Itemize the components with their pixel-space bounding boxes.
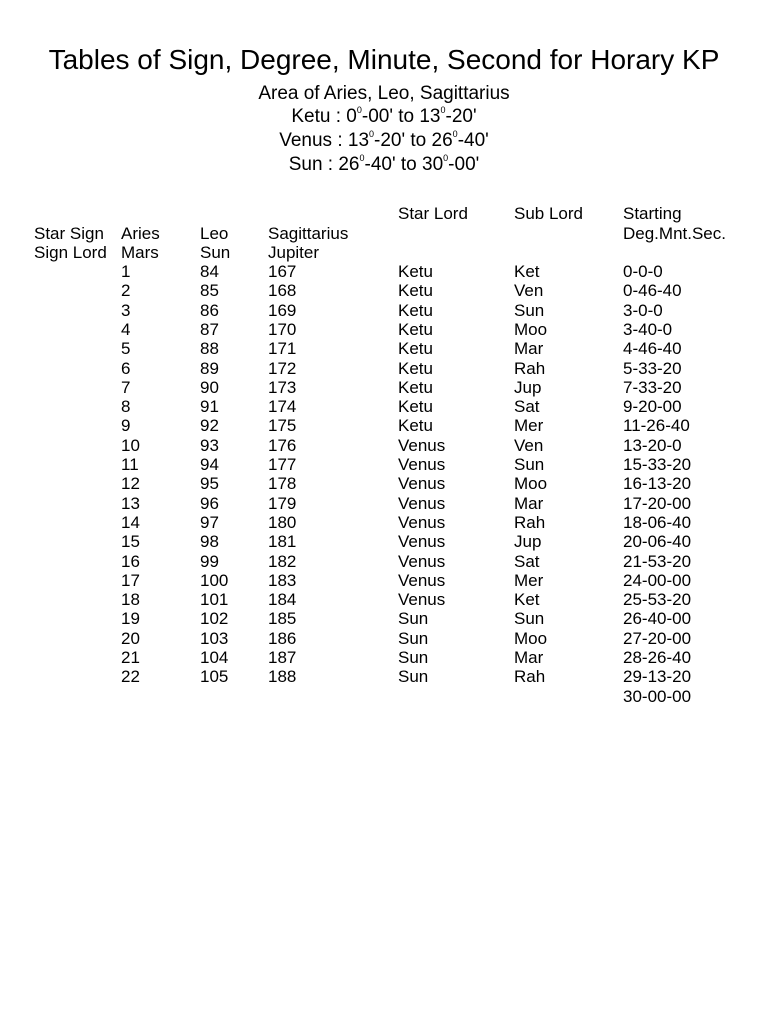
starting-degree-cell: 21-53-20 [623, 551, 692, 571]
table-row [0, 262, 768, 281]
aries-cell: 2 [121, 281, 131, 301]
sagittarius-cell: 183 [268, 570, 297, 590]
starting-degree-cell: 13-20-0 [623, 435, 682, 455]
sagittarius-cell: 182 [268, 551, 297, 571]
table-row [0, 378, 768, 397]
aries-cell: 5 [121, 339, 131, 359]
sub-lord-cell: Sun [514, 455, 545, 474]
starting-degree-cell: 20-06-40 [623, 532, 692, 552]
star-lord-cell: Sun [398, 667, 429, 687]
aries-cell: 21 [121, 648, 140, 667]
sub-lord-cell: Ven [514, 281, 544, 301]
starting-degree-cell: 15-33-20 [623, 455, 692, 474]
starting-degree-cell: 5-33-20 [623, 358, 682, 378]
header-aries: Aries [121, 224, 160, 243]
leo-cell: 85 [200, 281, 219, 301]
star-lord-cell: Sun [398, 609, 429, 629]
header-sun: Sun [200, 243, 231, 262]
sub-lord-cell: Moo [514, 319, 548, 339]
header-mars: Mars [121, 243, 159, 262]
sub-lord-cell: Mer [514, 570, 544, 590]
star-lord-cell: Venus [398, 570, 446, 590]
leo-cell: 103 [200, 628, 229, 648]
aries-cell: 13 [121, 493, 140, 513]
starting-degree-cell: 28-26-40 [623, 648, 692, 667]
starting-degree-cell: 7-33-20 [623, 377, 682, 397]
leo-cell: 88 [200, 339, 219, 359]
aries-cell: 7 [121, 377, 131, 397]
aries-cell: 8 [121, 397, 131, 417]
final-degree: 30-00-00 [623, 686, 692, 706]
header-star-sign: Star Sign [34, 224, 104, 243]
table-row [0, 513, 768, 532]
starting-degree-cell: 0-0-0 [623, 262, 663, 281]
leo-cell: 105 [200, 667, 229, 687]
sagittarius-cell: 180 [268, 512, 297, 532]
leo-cell: 84 [200, 262, 219, 281]
sub-lord-cell: Mar [514, 493, 544, 513]
starting-degree-cell: 11-26-40 [623, 416, 690, 436]
table-row [0, 648, 768, 667]
leo-cell: 89 [200, 358, 219, 378]
leo-cell: 86 [200, 300, 219, 320]
sagittarius-cell: 174 [268, 397, 297, 417]
sagittarius-cell: 168 [268, 281, 297, 301]
star-lord-cell: Ketu [398, 300, 433, 320]
sagittarius-cell: 167 [268, 262, 297, 281]
sub-lord-cell: Moo [514, 474, 548, 494]
table-row [0, 455, 768, 474]
aries-cell: 12 [121, 474, 140, 494]
aries-cell: 19 [121, 609, 140, 629]
sagittarius-cell: 171 [268, 339, 297, 359]
leo-cell: 91 [200, 397, 219, 417]
subtitle-ketu-range: Ketu : $0^0-00'$ to $13^0-20'$ [291, 105, 477, 127]
starting-degree-cell: 26-40-00 [623, 609, 692, 629]
aries-cell: 14 [121, 512, 140, 532]
table-row [0, 281, 768, 300]
star-lord-cell: Ketu [398, 377, 433, 397]
aries-cell: 9 [121, 416, 131, 436]
subtitle-area: Area of Aries, Leo, Sagittarius [258, 83, 510, 104]
sub-lord-cell: Mer [514, 416, 544, 436]
star-lord-cell: Ketu [398, 262, 433, 281]
sagittarius-cell: 178 [268, 474, 297, 494]
table-row [0, 629, 768, 648]
leo-cell: 95 [200, 474, 219, 494]
aries-cell: 15 [121, 532, 140, 552]
table-row [0, 416, 768, 435]
table-row [0, 320, 768, 339]
aries-cell: 11 [121, 455, 139, 474]
starting-degree-cell: 17-20-00 [623, 493, 692, 513]
leo-cell: 96 [200, 493, 219, 513]
aries-cell: 3 [121, 300, 131, 320]
star-lord-cell: Venus [398, 590, 446, 610]
table-row [0, 590, 768, 609]
leo-cell: 104 [200, 648, 229, 667]
aries-cell: 16 [121, 551, 140, 571]
aries-cell: 10 [121, 435, 140, 455]
header-sagittarius: Sagittarius [268, 224, 349, 243]
starting-degree-cell: 24-00-00 [623, 570, 692, 590]
sagittarius-cell: 176 [268, 435, 297, 455]
leo-cell: 100 [200, 570, 229, 590]
sagittarius-cell: 173 [268, 377, 297, 397]
leo-cell: 94 [200, 455, 219, 474]
leo-cell: 98 [200, 532, 219, 552]
table-row [0, 436, 768, 455]
header-deg-mnt-sec: Deg.Mnt.Sec. [623, 224, 726, 243]
starting-degree-cell: 9-20-00 [623, 397, 682, 417]
table-row [0, 494, 768, 513]
leo-cell: 101 [200, 590, 229, 610]
table-row [0, 571, 768, 590]
leo-cell: 97 [200, 512, 219, 532]
sub-lord-cell: Jup [514, 532, 542, 552]
sagittarius-cell: 169 [268, 300, 297, 320]
sub-lord-cell: Mar [514, 339, 544, 359]
header-star-lord: Star Lord [398, 204, 468, 223]
sub-lord-cell: Sun [514, 300, 545, 320]
table-row [0, 667, 768, 686]
starting-degree-cell: 16-13-20 [623, 474, 692, 494]
starting-degree-cell: 25-53-20 [623, 590, 692, 610]
sub-lord-cell: Mar [514, 648, 544, 667]
star-lord-cell: Venus [398, 474, 446, 494]
sagittarius-cell: 185 [268, 609, 297, 629]
table-row [0, 359, 768, 378]
sub-lord-cell: Ket [514, 590, 540, 610]
sagittarius-cell: 188 [268, 667, 297, 687]
leo-cell: 93 [200, 435, 219, 455]
sagittarius-cell: 170 [268, 319, 297, 339]
table-row [0, 397, 768, 416]
sub-lord-cell: Rah [514, 667, 546, 687]
leo-cell: 102 [200, 609, 229, 629]
header-starting: Starting [623, 204, 682, 223]
table-row [0, 339, 768, 358]
star-lord-cell: Ketu [398, 416, 433, 436]
aries-cell: 18 [121, 590, 140, 610]
header-sign-lord: Sign Lord [34, 243, 107, 262]
starting-degree-cell: 18-06-40 [623, 512, 692, 532]
star-lord-cell: Venus [398, 512, 446, 532]
header-sub-lord: Sub Lord [514, 204, 583, 223]
table-row [0, 552, 768, 571]
sub-lord-cell: Jup [514, 377, 542, 397]
star-lord-cell: Sun [398, 648, 429, 667]
table-row [0, 532, 768, 551]
sagittarius-cell: 175 [268, 416, 297, 436]
star-lord-cell: Ketu [398, 358, 433, 378]
sagittarius-cell: 179 [268, 493, 297, 513]
star-lord-cell: Ketu [398, 281, 433, 301]
star-lord-cell: Sun [398, 628, 429, 648]
sagittarius-cell: 172 [268, 358, 297, 378]
star-lord-cell: Ketu [398, 339, 433, 359]
star-lord-cell: Ketu [398, 319, 433, 339]
aries-cell: 17 [121, 570, 140, 590]
starting-degree-cell: 4-46-40 [623, 339, 682, 359]
sub-lord-cell: Sat [514, 397, 540, 417]
leo-cell: 87 [200, 319, 219, 339]
header-leo: Leo [200, 224, 229, 243]
star-lord-cell: Venus [398, 532, 446, 552]
sagittarius-cell: 184 [268, 590, 297, 610]
starting-degree-cell: 0-46-40 [623, 281, 682, 301]
subtitle-venus-range: Venus : $13^0-20'$ to $26^0-40'$ [279, 129, 489, 151]
page-title: Tables of Sign, Degree, Minute, Second for Horary KP [48, 44, 720, 75]
aries-cell: 1 [121, 262, 131, 281]
starting-degree-cell: 29-13-20 [623, 667, 692, 687]
leo-cell: 99 [200, 551, 219, 571]
leo-cell: 92 [200, 416, 219, 436]
star-lord-cell: Venus [398, 455, 446, 474]
starting-degree-cell: 3-0-0 [623, 300, 663, 320]
sagittarius-cell: 187 [268, 648, 297, 667]
sub-lord-cell: Sat [514, 551, 540, 571]
starting-degree-cell: 3-40-0 [623, 319, 673, 339]
sagittarius-cell: 181 [268, 532, 297, 552]
sub-lord-cell: Ven [514, 435, 544, 455]
table-row [0, 474, 768, 493]
star-lord-cell: Venus [398, 551, 446, 571]
aries-cell: 6 [121, 358, 131, 378]
star-lord-cell: Venus [398, 435, 446, 455]
sub-lord-cell: Moo [514, 628, 548, 648]
sagittarius-cell: 177 [268, 455, 297, 474]
sub-lord-cell: Sun [514, 609, 545, 629]
subtitle-sun-range: Sun : $26^0-40'$ to $30^0-00'$ [288, 153, 480, 175]
sagittarius-cell: 186 [268, 628, 297, 648]
star-lord-cell: Venus [398, 493, 446, 513]
leo-cell: 90 [200, 377, 219, 397]
sub-lord-cell: Rah [514, 512, 546, 532]
star-lord-cell: Ketu [398, 397, 433, 417]
sub-lord-cell: Ket [514, 262, 540, 281]
table-row [0, 609, 768, 628]
aries-cell: 4 [121, 319, 131, 339]
aries-cell: 20 [121, 628, 140, 648]
header-jupiter: Jupiter [268, 243, 320, 262]
aries-cell: 22 [121, 667, 140, 687]
sub-lord-cell: Rah [514, 358, 546, 378]
starting-degree-cell: 27-20-00 [623, 628, 692, 648]
table-row [0, 301, 768, 320]
